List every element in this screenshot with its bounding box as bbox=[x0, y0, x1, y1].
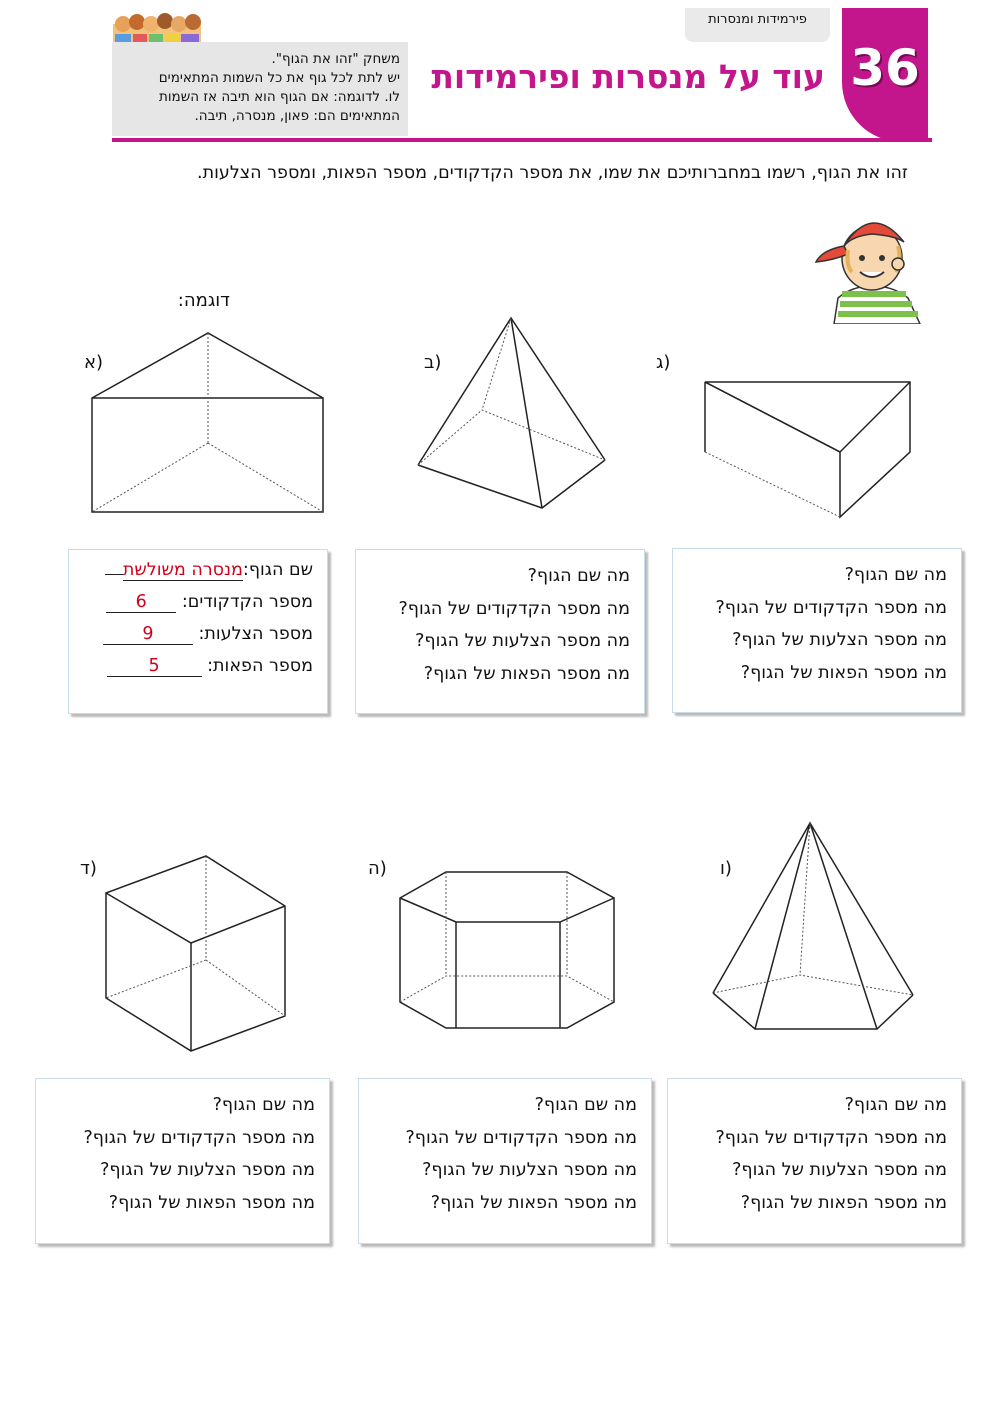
question-vertices: מה מספר הקדקודים של הגוף? bbox=[715, 597, 947, 618]
example-name-row bbox=[78, 560, 313, 592]
question-vertices: מה מספר הקדקודים של הגוף? bbox=[405, 1127, 637, 1148]
question-faces: מה מספר הפאות של הגוף? bbox=[740, 662, 947, 683]
question-faces: מה מספר הפאות של הגוף? bbox=[423, 663, 630, 684]
instructions: זהו את הגוף, רשמו במחברותיכם את שמו, את מספר הקדקודים, מספר הפאות, ומספר הצלעות. bbox=[197, 163, 908, 183]
question-name: מה שם הגוף? bbox=[527, 566, 630, 586]
figure-label-g: ג) bbox=[656, 352, 671, 373]
question-edges: מה מספר הצלעות של הגוף? bbox=[100, 1160, 315, 1180]
example-edges-row bbox=[78, 624, 313, 656]
example-faces-row bbox=[78, 656, 313, 688]
edges-answer: 9 bbox=[103, 624, 193, 645]
square-pyramid-figure bbox=[410, 310, 615, 515]
triangular-prism-figure bbox=[80, 325, 340, 520]
children-illustration bbox=[113, 10, 201, 44]
question-vertices: מה מספר הקדקודים של הגוף? bbox=[715, 1127, 947, 1148]
question-name: מה שם הגוף? bbox=[844, 1095, 947, 1115]
header-divider bbox=[112, 138, 932, 142]
name-answer: מנסרה משולשת bbox=[122, 560, 243, 580]
question-name: מה שם הגוף? bbox=[534, 1095, 637, 1115]
game-line: יש לתת לכל גוף את כל השמות המתאימים bbox=[158, 70, 400, 86]
example-vertices-row bbox=[78, 592, 313, 624]
hexagonal-prism-figure bbox=[392, 862, 647, 1042]
game-line: לו. לדוגמה: אם הגוף הוא תיבה אז השמות bbox=[158, 89, 400, 105]
question-edges: מה מספר הצלעות של הגוף? bbox=[415, 631, 630, 651]
name-label: שם הגוף: bbox=[242, 560, 313, 580]
question-faces: מה מספר הפאות של הגוף? bbox=[740, 1192, 947, 1213]
question-edges: מה מספר הצלעות של הגוף? bbox=[732, 1160, 947, 1180]
figure-label-h: ה) bbox=[368, 858, 387, 879]
game-line: משחק "זהו את הגוף". bbox=[271, 51, 400, 67]
edges-label: מספר הצלעות: bbox=[198, 624, 313, 644]
question-name: מה שם הגוף? bbox=[212, 1095, 315, 1115]
question-card-h bbox=[358, 1078, 652, 1244]
cube-figure bbox=[98, 848, 293, 1058]
question-edges: מה מספר הצלעות של הגוף? bbox=[732, 630, 947, 650]
game-instructions-text bbox=[120, 50, 400, 126]
figure-label-a: א) bbox=[84, 352, 104, 373]
question-faces: מה מספר הפאות של הגוף? bbox=[430, 1192, 637, 1213]
question-card-g bbox=[672, 548, 962, 713]
faces-answer: 5 bbox=[107, 656, 202, 677]
page-title: עוד על מנסרות ופירמידות bbox=[431, 57, 825, 96]
question-card-d bbox=[35, 1078, 330, 1244]
example-label: דוגמה: bbox=[177, 290, 230, 311]
example-card bbox=[68, 549, 328, 714]
question-card-b bbox=[355, 549, 645, 714]
vertices-label: מספר הקדקודים: bbox=[181, 592, 313, 612]
pentagonal-pyramid-figure bbox=[705, 815, 920, 1035]
faces-label: מספר הפאות: bbox=[207, 656, 313, 676]
question-vertices: מה מספר הקדקודים של הגוף? bbox=[83, 1127, 315, 1148]
lesson-number: 36 bbox=[850, 39, 920, 97]
lying-triangular-prism-figure bbox=[695, 372, 920, 527]
question-edges: מה מספר הצלעות של הגוף? bbox=[422, 1160, 637, 1180]
question-vertices: מה מספר הקדקודים של הגוף? bbox=[398, 598, 630, 619]
question-faces: מה מספר הפאות של הגוף? bbox=[108, 1192, 315, 1213]
boy-illustration bbox=[812, 206, 930, 324]
figure-label-d: ד) bbox=[80, 858, 97, 879]
figure-label-b: ב) bbox=[424, 352, 442, 373]
figure-label-v: ו) bbox=[720, 858, 732, 879]
game-line: המתאימים הם: פאון, מנסרה, תיבה. bbox=[194, 108, 400, 124]
vertices-answer: 6 bbox=[106, 592, 176, 613]
topic-tab: פירמידות ומנסרות bbox=[685, 8, 830, 42]
question-name: מה שם הגוף? bbox=[844, 565, 947, 585]
question-card-v bbox=[667, 1078, 962, 1244]
